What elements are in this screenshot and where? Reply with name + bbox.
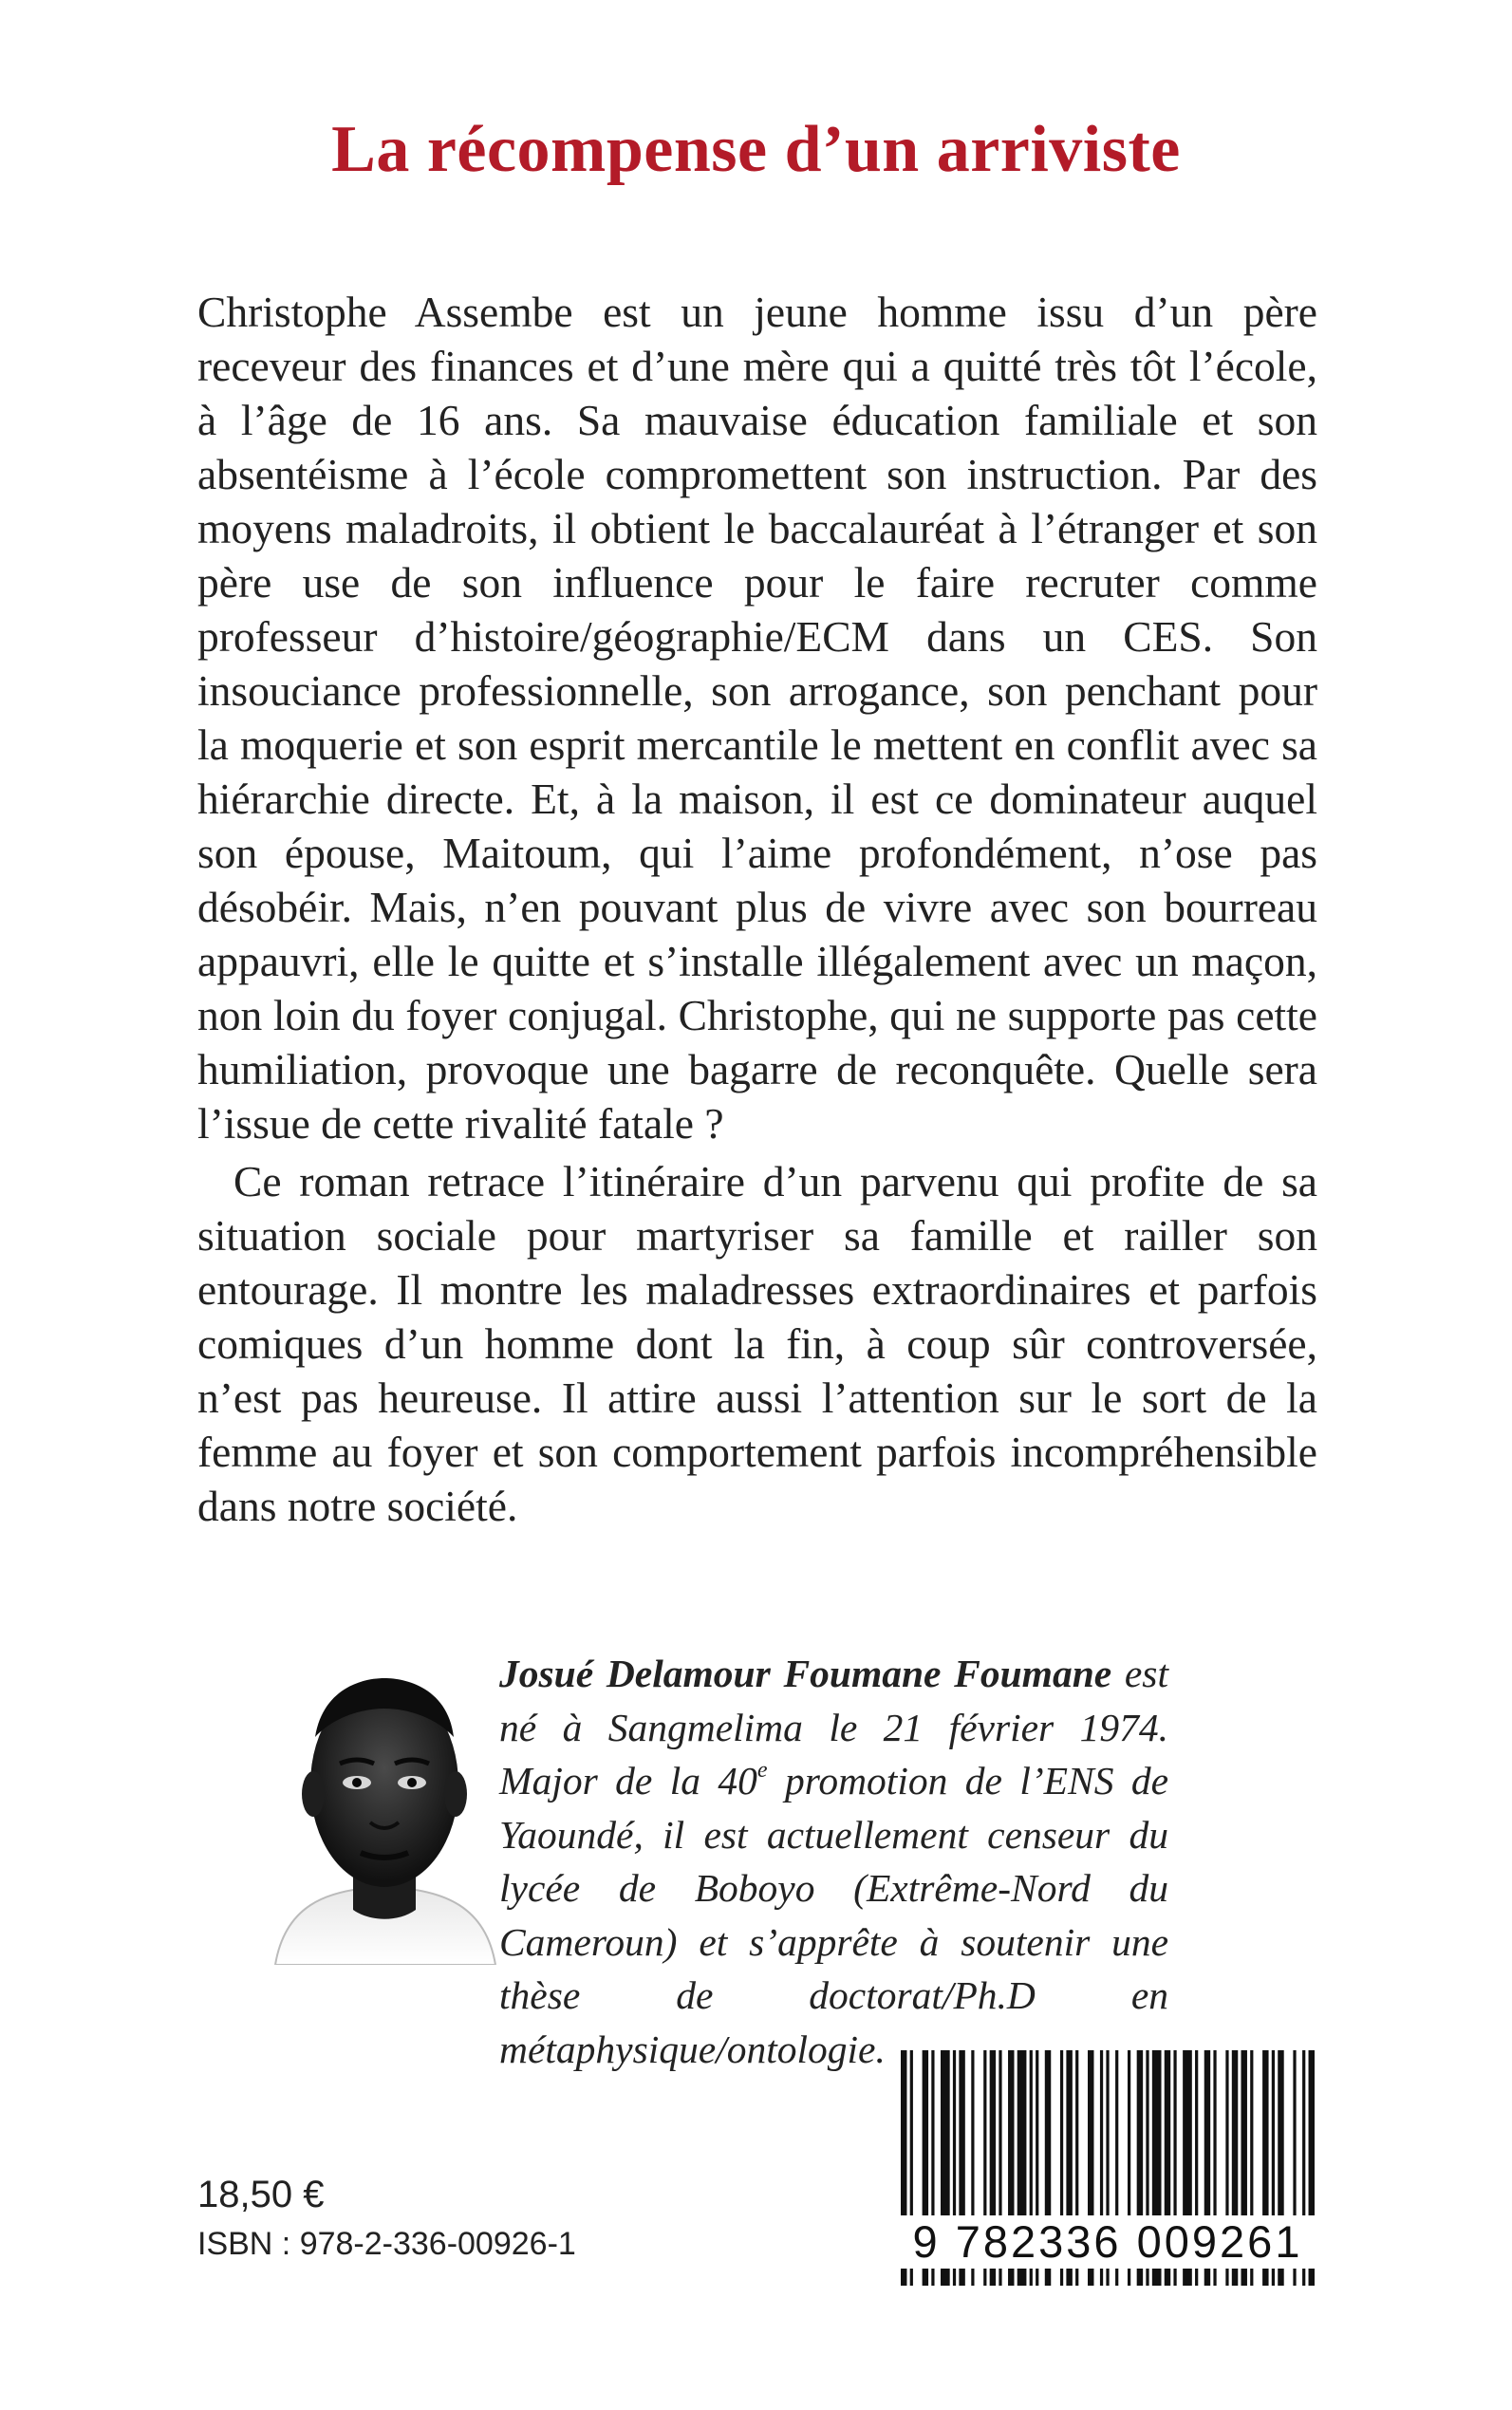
author-bio: [499, 1647, 1168, 2076]
author-bio-part-1: est né à Sangmelima le 21 février 1974. Major de la 40: [499, 1652, 1168, 1803]
synopsis-paragraph-2: Ce roman retrace l’itinéraire d’un parvenu qui profite de sa situation sociale pour martyriser sa famille et railler son entourage. Il montre les maladresses extraordinaires et parfois comiques d’un homme dont la fin, à coup sûr controversée, n’est pas heureuse. Il attire aussi l’attention sur le sort de la femme au foyer et son comportement parfois incompréhensible dans notre société.: [197, 1157, 1317, 1530]
author-name: Josué Delamour Foumane Foumane: [499, 1652, 1112, 1695]
author-bio-part-2: promotion de l’ENS de Yaoundé, il est actuellement censeur du lycée de Boboyo (Extrême-Nord du Cameroun) et s’apprête à soutenir une thèse de doctorat/Ph.D en métaphysique/ontologie.: [499, 1759, 1169, 2071]
book-title: La récompense d’un arriviste: [331, 113, 1181, 186]
synopsis-paragraph-1: Christophe Assembe est un jeune homme issu d’un père receveur des finances et d’une mère qui a quitté très tôt l’école, à l’âge de 16 ans. Sa mauvaise éducation familiale et son absentéisme à l’école compromettent son instruction. Par des moyens maladroits, il obtient le baccalauréat à l’étranger et son père use de son influence pour le faire recruter comme professeur d’histoire/géographie/ECM dans un CES. Son insouciance professionnelle, son arrogance, son penchant pour la moquerie et son esprit mercantile le mettent en conflit avec sa hiérarchie directe. Et, à la maison, il est ce dominateur auquel son épouse, Maitoum, qui l’aime profondément, n’ose pas désobéir. Mais, n’en pouvant plus de vivre avec son bourreau appauvri, elle le quitte et s’installe illégalement avec un maçon, non loin du foyer conjugal. Christophe, qui ne supporte pas cette humiliation, provoque une bagarre de reconquête. Quelle sera l’issue de cette rivalité fatale ?: [197, 288, 1317, 1148]
isbn: ISBN : 978-2-336-00926-1: [197, 2226, 576, 2262]
synopsis: [197, 285, 1317, 1533]
barcode-digits: 9 782336 009261: [894, 2215, 1321, 2269]
ordinal-suffix: e: [756, 1758, 768, 1783]
price: 18,50 €: [197, 2174, 325, 2215]
author-photo: [266, 1652, 503, 1965]
